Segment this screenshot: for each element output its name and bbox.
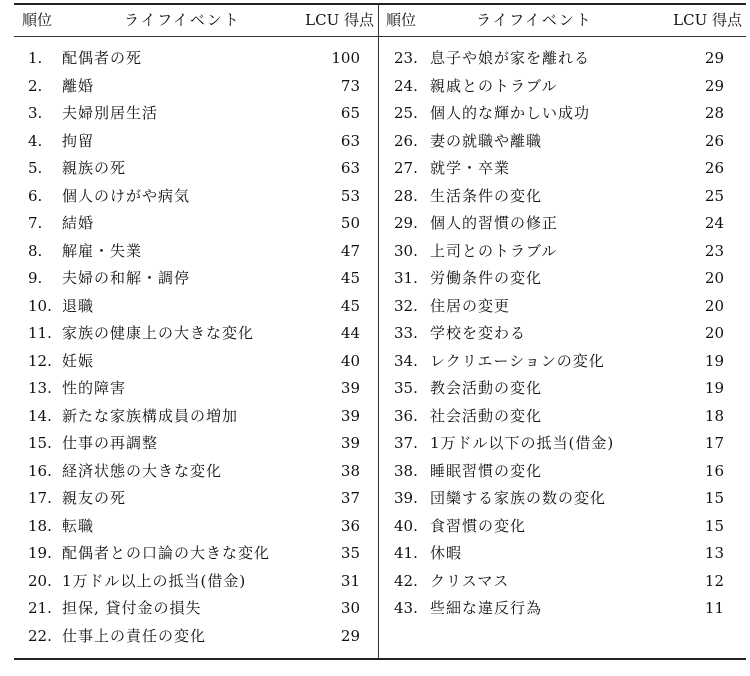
row-score: 63 (340, 131, 360, 150)
row-event: 親友の死 (62, 489, 127, 507)
row-event: 家族の健康上の大きな変化 (62, 324, 255, 342)
table-row (380, 100, 746, 128)
row-rank: 16. (28, 461, 52, 480)
table-row (380, 265, 746, 293)
row-rank: 38. (394, 461, 418, 480)
row-rank: 20. (28, 571, 52, 590)
table-row (14, 183, 378, 211)
row-event: 1万ドル以下の抵当(借金) (430, 434, 615, 452)
row-event: 教会活動の変化 (430, 379, 543, 397)
table-bottom-rule (14, 658, 746, 660)
row-score: 15 (704, 516, 724, 535)
row-event: 学校を変わる (430, 324, 527, 342)
header-event: ライフイベント (476, 11, 593, 29)
table-row (380, 293, 746, 321)
row-event: 労働条件の変化 (430, 269, 543, 287)
left-rows (14, 45, 378, 650)
row-rank: 18. (28, 516, 52, 535)
row-score: 45 (340, 296, 360, 315)
row-score: 31 (340, 571, 360, 590)
row-score: 28 (704, 104, 724, 122)
row-score: 29 (704, 49, 724, 67)
row-score: 44 (340, 324, 360, 342)
row-score: 45 (340, 269, 360, 287)
table-row (380, 348, 746, 376)
row-rank: 37. (394, 434, 418, 452)
table-row (14, 458, 378, 486)
row-score: 47 (340, 241, 360, 260)
table-row (380, 128, 746, 156)
row-rank: 21. (28, 599, 52, 617)
row-rank: 8. (28, 241, 43, 260)
row-event: クリスマス (430, 571, 510, 590)
row-event: 個人のけがや病気 (62, 186, 191, 205)
row-event: 食習慣の変化 (430, 516, 527, 535)
row-rank: 42. (394, 571, 418, 590)
table-row (14, 155, 378, 183)
row-event: 社会活動の変化 (430, 406, 543, 425)
row-score: 20 (704, 296, 724, 315)
row-score: 38 (340, 461, 360, 480)
row-rank: 22. (28, 626, 52, 645)
row-score: 15 (704, 489, 724, 507)
header-rank: 順位 (22, 11, 53, 29)
row-event: 息子や娘が家を離れる (430, 49, 591, 67)
row-rank: 4. (28, 131, 43, 150)
row-score: 53 (340, 186, 360, 205)
header-score: LCU 得点 (673, 11, 742, 29)
table-row (380, 238, 746, 266)
row-rank: 26. (394, 131, 418, 150)
row-rank: 13. (28, 379, 52, 397)
row-score: 19 (704, 379, 724, 397)
table-row (14, 540, 378, 568)
table-row (14, 513, 378, 541)
row-score: 11 (704, 599, 724, 617)
table-row (380, 595, 746, 623)
table-row (14, 623, 378, 651)
table-row (14, 430, 378, 458)
row-event: 個人的習慣の修正 (430, 214, 559, 232)
row-rank: 25. (394, 104, 418, 122)
row-score: 35 (340, 544, 360, 562)
row-event: 配偶者の死 (62, 49, 143, 67)
table-row (14, 73, 378, 101)
row-event: 新たな家族構成員の増加 (62, 406, 239, 425)
row-rank: 33. (394, 324, 418, 342)
row-score: 20 (704, 269, 724, 287)
row-score: 30 (340, 599, 360, 617)
row-event: 仕事上の責任の変化 (62, 626, 207, 645)
row-event: 生活条件の変化 (430, 186, 543, 205)
table-row (14, 265, 378, 293)
row-event: 経済状態の大きな変化 (62, 461, 223, 480)
row-score: 12 (704, 571, 724, 590)
table-row (380, 568, 746, 596)
row-event: 離婚 (62, 76, 95, 95)
table-row (380, 155, 746, 183)
row-rank: 17. (28, 489, 52, 507)
row-rank: 28. (394, 186, 418, 205)
row-score: 29 (704, 76, 724, 95)
row-score: 40 (340, 351, 360, 370)
table-row (14, 375, 378, 403)
column-divider (378, 4, 379, 658)
table-row (380, 183, 746, 211)
table-row (14, 403, 378, 431)
row-event: レクリエーションの変化 (430, 351, 605, 370)
table-row (14, 238, 378, 266)
row-rank: 6. (28, 186, 43, 205)
row-score: 16 (704, 461, 724, 480)
row-event: 休暇 (430, 544, 463, 562)
row-rank: 9. (28, 269, 43, 287)
row-event: 妻の就職や離職 (430, 131, 543, 150)
row-event: 親戚とのトラブル (430, 76, 558, 95)
row-score: 17 (704, 434, 724, 452)
row-event: 結婚 (62, 214, 95, 232)
row-event: 個人的な輝かしい成功 (430, 104, 591, 122)
row-score: 23 (704, 241, 724, 260)
table-row (14, 128, 378, 156)
row-rank: 2. (28, 76, 43, 95)
table-row (380, 45, 746, 73)
row-event: 夫婦別居生活 (62, 104, 159, 122)
row-event: 住居の変更 (430, 296, 511, 315)
row-event: 夫婦の和解・調停 (62, 269, 191, 287)
row-score: 24 (704, 214, 724, 232)
row-score: 39 (340, 434, 360, 452)
row-score: 36 (340, 516, 360, 535)
row-score: 37 (340, 489, 360, 507)
left-column (14, 0, 378, 658)
row-rank: 39. (394, 489, 418, 507)
table-row (380, 375, 746, 403)
row-rank: 3. (28, 104, 43, 122)
row-event: 些細な違反行為 (430, 599, 543, 617)
row-rank: 11. (28, 324, 52, 342)
table-row (380, 430, 746, 458)
table-row (14, 568, 378, 596)
table-row (14, 320, 378, 348)
row-score: 26 (704, 131, 724, 150)
row-rank: 5. (28, 159, 43, 177)
row-score: 50 (340, 214, 360, 232)
row-event: 解雇・失業 (62, 241, 143, 260)
row-event: 性的障害 (62, 379, 127, 397)
row-event: 妊娠 (62, 351, 95, 370)
row-score: 18 (704, 406, 724, 425)
table-row (14, 485, 378, 513)
row-event: 転職 (62, 516, 95, 535)
row-rank: 19. (28, 544, 52, 562)
row-rank: 41. (394, 544, 418, 562)
row-score: 65 (340, 104, 360, 122)
row-score: 19 (704, 351, 724, 370)
row-rank: 24. (394, 76, 418, 95)
row-rank: 27. (394, 159, 418, 177)
header-score: LCU 得点 (305, 11, 374, 29)
table-row (14, 293, 378, 321)
row-score: 63 (340, 159, 360, 177)
row-rank: 36. (394, 406, 418, 425)
table-row (14, 45, 378, 73)
table-row (14, 100, 378, 128)
row-score: 100 (331, 49, 360, 67)
row-rank: 7. (28, 214, 43, 232)
row-rank: 34. (394, 351, 418, 370)
row-score: 29 (340, 626, 360, 645)
row-rank: 1. (28, 49, 43, 67)
row-score: 25 (704, 186, 724, 205)
row-rank: 43. (394, 599, 418, 617)
row-score: 13 (704, 544, 724, 562)
row-score: 20 (704, 324, 724, 342)
row-rank: 15. (28, 434, 52, 452)
right-column (380, 0, 746, 658)
row-rank: 12. (28, 351, 52, 370)
table-row (380, 210, 746, 238)
row-rank: 14. (28, 406, 52, 425)
row-rank: 30. (394, 241, 418, 260)
row-event: 上司とのトラブル (430, 241, 558, 260)
row-event: 仕事の再調整 (62, 434, 159, 452)
table-row (380, 320, 746, 348)
row-rank: 35. (394, 379, 418, 397)
table-row (14, 595, 378, 623)
table-row (380, 485, 746, 513)
row-event: 就学・卒業 (430, 159, 511, 177)
row-rank: 40. (394, 516, 418, 535)
table-row (14, 210, 378, 238)
row-event: 1万ドル以上の抵当(借金) (62, 571, 247, 590)
row-event: 担保, 貸付金の損失 (62, 599, 202, 617)
table-row (380, 540, 746, 568)
row-rank: 32. (394, 296, 418, 315)
row-score: 26 (704, 159, 724, 177)
table-row (380, 513, 746, 541)
row-event: 睡眠習慣の変化 (430, 461, 543, 480)
row-score: 73 (340, 76, 360, 95)
row-rank: 10. (28, 296, 52, 315)
row-rank: 23. (394, 49, 418, 67)
table-row (14, 348, 378, 376)
row-rank: 31. (394, 269, 418, 287)
row-event: 配偶者との口論の大きな変化 (62, 544, 271, 562)
table-row (380, 403, 746, 431)
row-event: 親族の死 (62, 159, 127, 177)
row-score: 39 (340, 406, 360, 425)
header-event: ライフイベント (124, 11, 241, 29)
header-rank: 順位 (386, 11, 417, 29)
table-row (380, 458, 746, 486)
row-event: 団欒する家族の数の変化 (430, 489, 607, 507)
row-event: 退職 (62, 296, 95, 315)
row-score: 39 (340, 379, 360, 397)
table-row (380, 73, 746, 101)
row-event: 拘留 (62, 131, 95, 150)
right-rows (380, 45, 746, 623)
row-rank: 29. (394, 214, 418, 232)
